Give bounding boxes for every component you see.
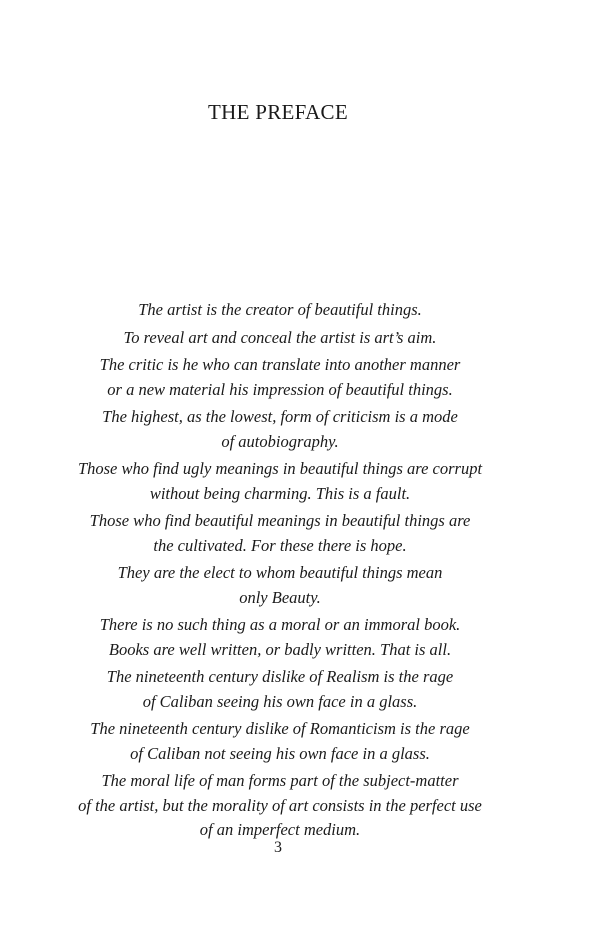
- aphorism-paragraph: [40, 457, 520, 506]
- aphorism-paragraph: [40, 298, 520, 323]
- aphorism-line: The highest, as the lowest, form of criticism is a mode: [102, 407, 458, 426]
- aphorism-line: The moral life of man forms part of the subject-matter: [101, 771, 459, 790]
- aphorism-line: There is no such thing as a moral or an immoral book.: [99, 615, 461, 634]
- aphorism-paragraph: [40, 665, 520, 714]
- page-title: THE PREFACE: [207, 100, 348, 124]
- aphorism-line: or a new material his impression of beautiful things.: [107, 379, 453, 399]
- aphorism-line: The critic is he who can translate into another manner: [99, 355, 461, 374]
- aphorism-line: of Caliban not seeing his own face in a glass.: [130, 743, 430, 763]
- aphorism-line: the cultivated. For these there is hope.: [153, 535, 407, 555]
- aphorism-line: The artist is the creator of beautiful things.: [138, 300, 422, 319]
- aphorism-paragraph: [40, 561, 520, 610]
- aphorism-line: To reveal art and conceal the artist is art’s aim.: [123, 327, 437, 347]
- aphorism-paragraph: [40, 326, 520, 351]
- aphorism-list: [40, 298, 520, 846]
- aphorism-line: of an imperfect medium.: [199, 820, 361, 839]
- aphorism-line: without being charming. This is a fault.: [149, 483, 411, 503]
- aphorism-line: Those who find ugly meanings in beautiful things are corrupt: [77, 459, 483, 478]
- aphorism-line: The nineteenth century dislike of Realism is the rage: [106, 667, 454, 686]
- aphorism-paragraph: [40, 353, 520, 402]
- aphorism-paragraph: [40, 405, 520, 454]
- aphorism-paragraph: [40, 613, 520, 662]
- page-number: 3: [274, 839, 282, 856]
- aphorism-paragraph: [40, 717, 520, 766]
- aphorism-paragraph: [40, 509, 520, 558]
- aphorism-paragraph: [40, 769, 520, 843]
- aphorism-line: of Caliban seeing his own face in a glass.: [142, 691, 418, 711]
- aphorism-line: only Beauty.: [239, 587, 321, 607]
- aphorism-line: The nineteenth century dislike of Romanticism is the rage: [90, 719, 470, 738]
- aphorism-line: of autobiography.: [221, 431, 339, 451]
- aphorism-line: They are the elect to whom beautiful things mean: [117, 563, 443, 582]
- aphorism-line: of the artist, but the morality of art consists in the perfect use: [78, 795, 482, 815]
- aphorism-line: Those who find beautiful meanings in beautiful things are: [89, 511, 471, 530]
- aphorism-line: Books are well written, or badly written. That is all.: [108, 639, 452, 659]
